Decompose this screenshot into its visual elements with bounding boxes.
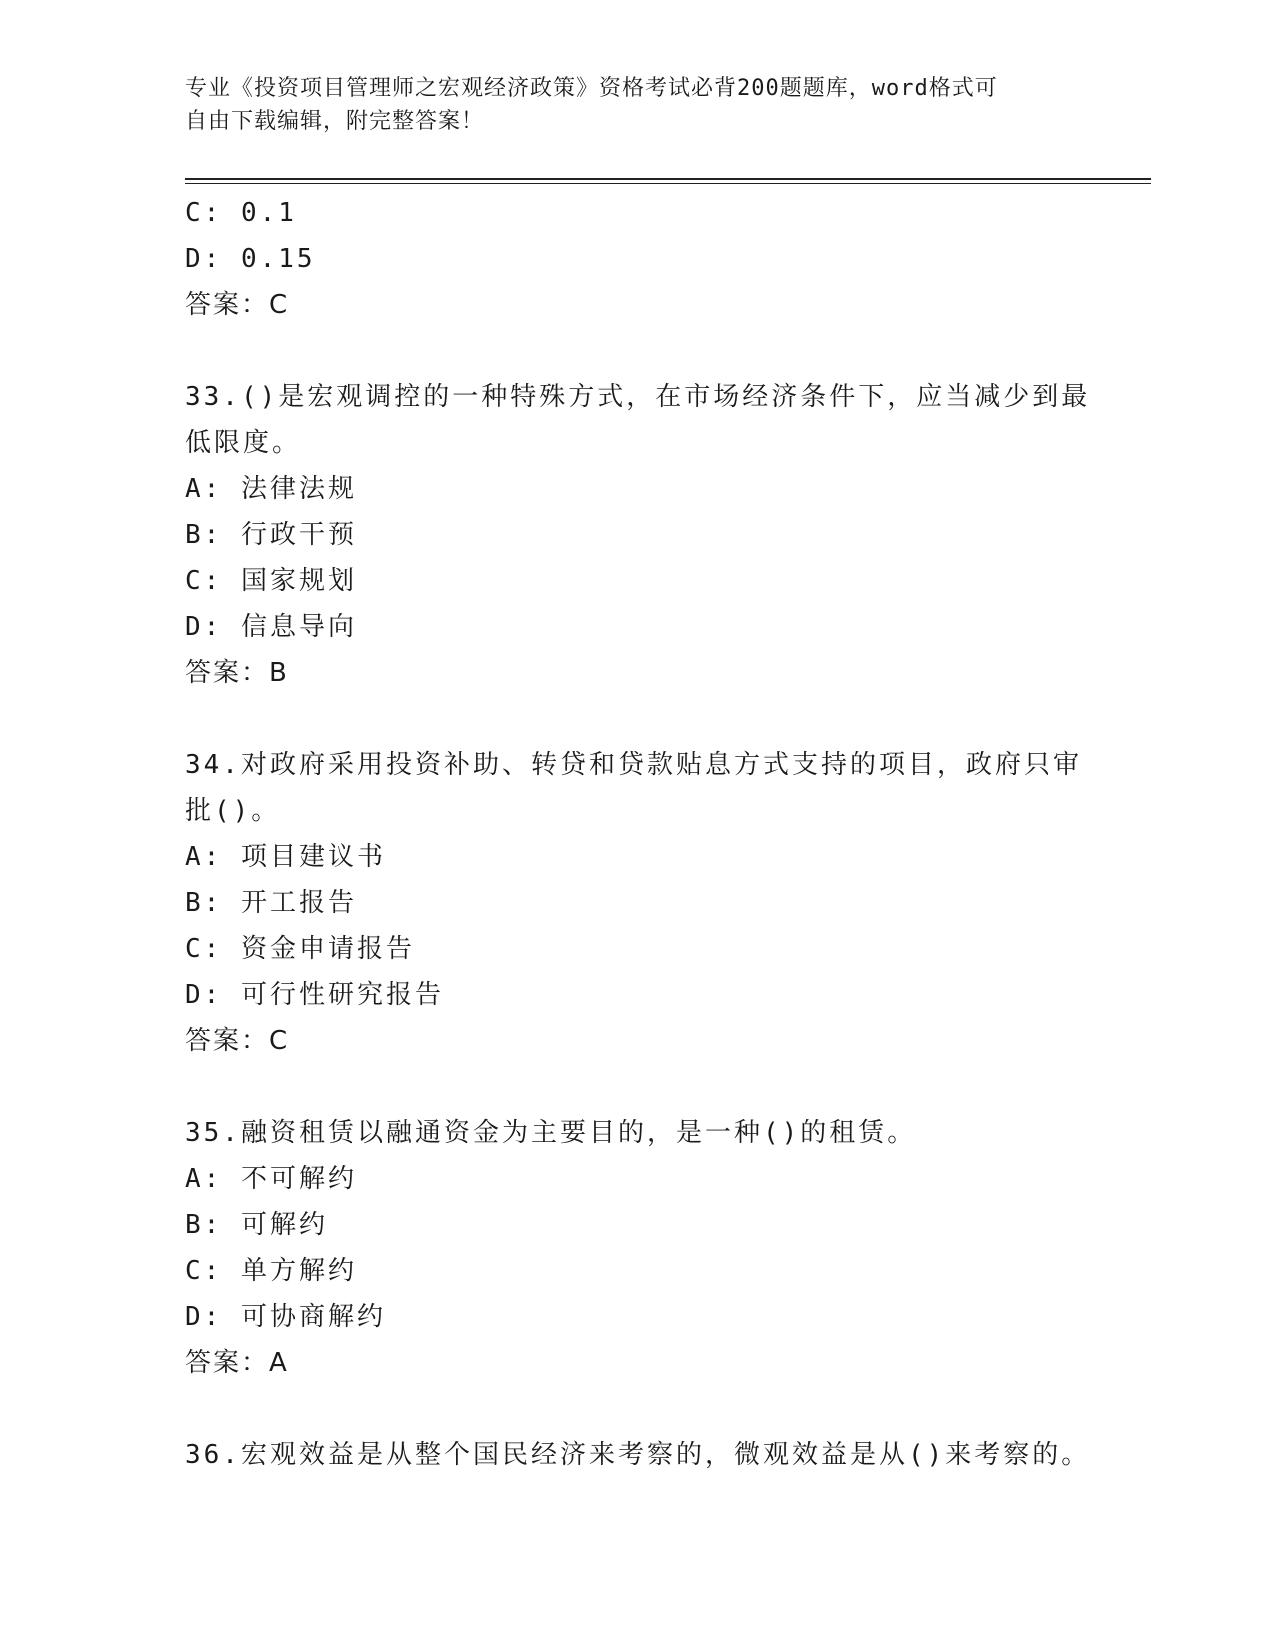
option-d: D: 可协商解约 (185, 1302, 386, 1332)
question-stem: 36.宏观效益是从整个国民经济来考察的，微观效益是从()来考察的。 (185, 1440, 1091, 1470)
option-c: C: 国家规划 (185, 566, 357, 596)
option-a: A: 不可解约 (185, 1164, 357, 1194)
document-header (185, 72, 1085, 138)
header-divider (185, 178, 1151, 180)
question-36 (185, 1432, 1091, 1478)
option-d: D: 0.15 (185, 244, 316, 274)
option-b: B: 可解约 (185, 1210, 328, 1240)
answer-line: 答案：B (185, 658, 289, 688)
question-list (185, 190, 1091, 1478)
question-35 (185, 1110, 1085, 1386)
option-c: C: 资金申请报告 (185, 934, 415, 964)
option-a: A: 项目建议书 (185, 842, 386, 872)
question-stem: 35.融资租赁以融通资金为主要目的，是一种()的租赁。 (185, 1118, 917, 1148)
question-stem: 33.()是宏观调控的一种特殊方式，在市场经济条件下，应当减少到最 (185, 382, 1091, 412)
answer-line: 答案：A (185, 1348, 289, 1378)
option-b: B: 行政干预 (185, 520, 357, 550)
question-34 (185, 742, 1085, 1064)
question-stem-cont: 批()。 (185, 796, 281, 826)
option-c: C: 单方解约 (185, 1256, 357, 1286)
question-33 (185, 374, 1091, 696)
option-d: D: 信息导向 (185, 612, 357, 642)
option-d: D: 可行性研究报告 (185, 980, 444, 1010)
header-line-1: 专业《投资项目管理师之宏观经济政策》资格考试必背200题题库，word格式可 (185, 76, 998, 101)
option-c: C: 0.1 (185, 198, 297, 228)
header-line-2: 自由下载编辑，附完整答案！ (185, 109, 485, 134)
header-divider-thin (185, 183, 1151, 184)
question-stem-cont: 低限度。 (185, 428, 302, 458)
question-32-tail (185, 190, 1085, 328)
option-b: B: 开工报告 (185, 888, 357, 918)
option-a: A: 法律法规 (185, 474, 357, 504)
answer-line: 答案：C (185, 1026, 290, 1056)
question-stem: 34.对政府采用投资补助、转贷和贷款贴息方式支持的项目，政府只审 (185, 750, 1082, 780)
answer-line: 答案：C (185, 290, 290, 320)
